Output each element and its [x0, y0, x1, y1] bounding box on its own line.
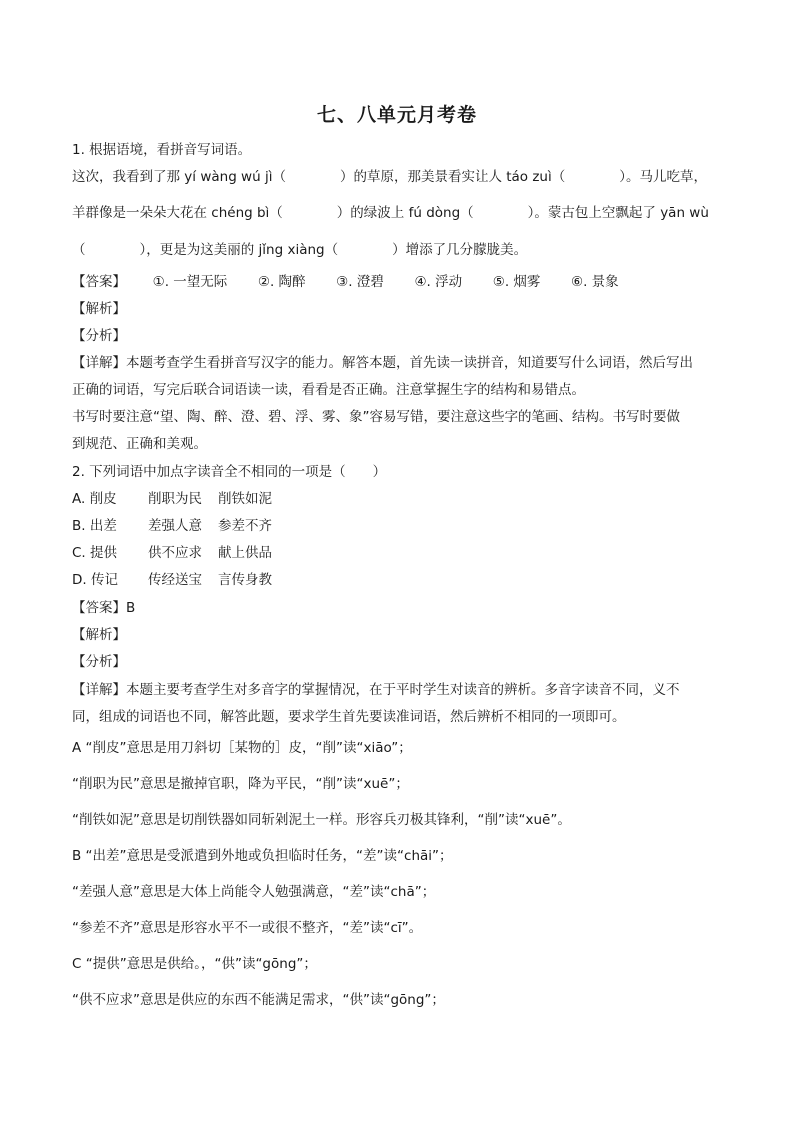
- q2-explain-c1: C “提供”意思是供给。，“供”读“gōng”；: [72, 956, 317, 972]
- q2-stem: 2. 下列词语中加点字读音全不相同的一项是（ ）: [72, 464, 387, 480]
- q1-detail-line-3: 书写时要注意“望、陶、醉、澄、碧、浮、雾、象”容易写错，要注意这些字的笔画、结构。书写时要做: [72, 409, 680, 425]
- page-title: 七、八单元月考卷: [316, 104, 477, 126]
- q1-answer-label: 【答案】: [72, 274, 126, 290]
- q1-answer-2: ②. 陶醉: [257, 274, 306, 290]
- q2-fenxi-label: 【分析】: [72, 654, 126, 670]
- q1-fenxi-label: 【分析】: [72, 328, 126, 344]
- q1-detail-line-1: 【详解】本题考查学生看拼音写汉字的能力。解答本题，首先读一读拼音，知道要写什么词语，然后写出: [72, 355, 693, 371]
- q2-detail-line-2: 同，组成的词语也不同，解答此题，要求学生首先要读准词语，然后辨析不相同的一项即可。: [72, 709, 626, 725]
- q2-option-b: B. 出差 差强人意 参差不齐: [72, 518, 272, 534]
- q2-explain-a2: “削职为民”意思是撤掉官职，降为平民，“削”读“xuē”；: [72, 776, 409, 792]
- q1-detail-line-4: 到规范、正确和美观。: [72, 436, 207, 452]
- q2-option-c: C. 提供 供不应求 献上供品: [72, 545, 272, 561]
- q2-explain-a1: A “削皮”意思是用刀斜切［某物的］皮，“削”读“xiāo”；: [72, 740, 412, 756]
- q2-detail-line-1: 【详解】本题主要考查学生对多音字的掌握情况，在于平时学生对读音的辨析。多音字读音不同，义不: [72, 682, 680, 698]
- q2-explain-a3: “削铁如泥”意思是切削铁器如同斩剁泥土一样。形容兵刃极其锋利，“削”读“xuē”。: [72, 812, 571, 828]
- q2-explain-b3: “参差不齐”意思是形容水平不一或很不整齐，“差”读“cī”。: [72, 920, 423, 936]
- q1-text-line-1: 这次，我看到了那 yí wàng wú jì（ ）的草原，那美景看实让人 táo zuì（ ）。马儿吃草，: [72, 169, 707, 185]
- q2-option-a: A. 削皮 削职为民 削铁如泥: [72, 491, 272, 507]
- q2-analysis-label: 【解析】: [72, 627, 126, 643]
- q1-analysis-label: 【解析】: [72, 301, 126, 317]
- q2-answer: 【答案】B: [72, 600, 136, 616]
- q1-answer-4: ④. 浮动: [414, 274, 463, 290]
- q1-text-line-3: （ ），更是为这美丽的 jǐng xiàng（ ）增添了几分朦胧美。: [72, 242, 528, 258]
- q1-answer-1: ①. 一望无际: [152, 274, 228, 290]
- q2-explain-b1: B “出差”意思是受派遣到外地或负担临时任务，“差”读“chāi”；: [72, 848, 453, 864]
- q1-answer-row: [72, 272, 732, 292]
- q1-answer-5: ⑤. 烟雾: [492, 274, 541, 290]
- q1-detail-line-2: 正确的词语，写完后联合词语读一读，看看是否正确。注意掌握生字的结构和易错点。: [72, 382, 585, 398]
- q1-answer-3: ③. 澄碧: [336, 274, 384, 290]
- q2-explain-b2: “差强人意”意思是大体上尚能令人勉强满意，“差”读“chā”；: [72, 884, 436, 900]
- q1-text-line-2: 羊群像是一朵朵大花在 chéng bì（ ）的绿波上 fú dòng（ ）。蒙古包上空飘起了 yān wù: [72, 205, 709, 221]
- q1-answer-6: ⑥. 景象: [571, 274, 619, 290]
- q2-option-d: D. 传记 传经送宝 言传身教: [72, 572, 272, 588]
- q2-explain-c2: “供不应求”意思是供应的东西不能满足需求，“供”读“gōng”；: [72, 992, 445, 1008]
- q1-stem: 1. 根据语境，看拼音写词语。: [72, 142, 252, 158]
